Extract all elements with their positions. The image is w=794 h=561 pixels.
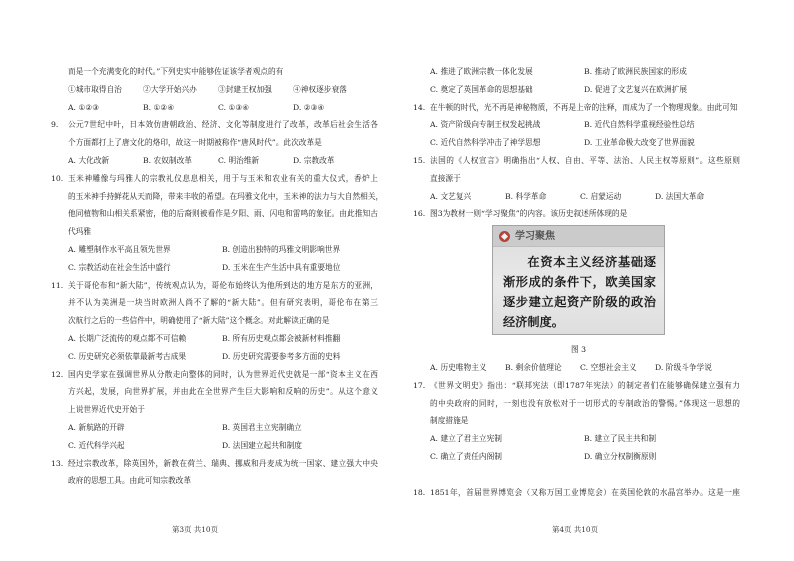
answer-option: C. 确立了责任内阁制 — [430, 452, 502, 462]
figure-text-line: 逐步建立起资产阶级的政治 — [503, 295, 656, 310]
answer-option: D. 阶级斗争学说 — [655, 363, 712, 373]
answer-option: C. 历史研究必须依靠最新考古成果 — [68, 351, 187, 361]
answer-option: D. 宗教改革 — [293, 156, 335, 166]
figure-header — [493, 226, 664, 247]
page-footer: 第3页 共10页 — [171, 525, 219, 534]
answer-option: A. 长期广泛流传的观点都不可信赖 — [68, 334, 187, 344]
page-footer: 第4页 共10页 — [551, 525, 599, 534]
question-text-line: 的中央政府的同时，一刻也没有放松对于一切形式的专制政治的警惕。”体现这一思想的 — [430, 398, 740, 408]
question-14 — [413, 99, 740, 152]
answer-options — [430, 116, 740, 134]
answer-options — [430, 81, 740, 99]
question-text-line: 上说世界近代史开始于 — [68, 405, 145, 415]
question-text-line: 玉米神雕像与玛雅人的宗教礼仪息息相关，用于与玉米和农业有关的重大仪式，香炉上 — [68, 173, 378, 183]
figure-3 — [430, 225, 740, 359]
answer-option: D. 促进了文艺复兴在欧洲扩展 — [584, 84, 688, 94]
question-text-line: 法国的《人权宣言》明确指出“人权、自由、平等、法治、人民主权等原则”。这些原则 — [430, 156, 740, 166]
question-text-line: 代玛雅 — [68, 227, 92, 237]
answer-options — [68, 437, 378, 455]
answer-option: B. 创造出独特的玛雅文明影响世界 — [222, 245, 341, 255]
question-text-line: 个方面都打上了唐文化的烙印，故这一时期被称作“唐风时代”。此次改革是 — [68, 138, 322, 148]
answer-option: A. 资产阶级向专制王权发起挑战 — [430, 120, 541, 130]
answer-option: B. 英国君主立宪制确立 — [222, 423, 302, 433]
answer-option: D. 历史研究需要参考多方面的史料 — [222, 351, 341, 361]
question-number: 10. — [51, 173, 64, 183]
question-text-line: 而是一个充满变化的时代。”下列史实中能够佐证该学者观点的有 — [68, 67, 284, 77]
answer-options — [68, 330, 378, 348]
question-text-line: 政府的思想工具。由此可知宗教改革 — [68, 476, 192, 486]
statement-list — [68, 81, 378, 99]
question-17 — [413, 377, 740, 466]
answer-option: A. 历史唯物主义 — [430, 363, 487, 373]
question-11 — [51, 277, 378, 366]
page-3-content — [51, 63, 384, 490]
question-text-line: 直接源于 — [430, 173, 461, 183]
question-number: 16. — [413, 209, 426, 219]
answer-option: A. 新航路的开辟 — [68, 423, 125, 433]
question-text-line: 公元7世纪中叶，日本效仿唐朝政治、经济、文化等制度进行了改革，改革后社会生活各 — [68, 120, 378, 130]
answer-option: A. 推进了欧洲宗教一体化发展 — [430, 67, 533, 77]
figure-header-title: 学习聚焦 — [515, 231, 555, 243]
answer-options — [430, 359, 740, 377]
answer-option: A. 文艺复兴 — [430, 191, 472, 201]
answer-option: B. 农奴制改革 — [143, 156, 192, 166]
question-13 — [51, 455, 378, 491]
answer-options — [68, 241, 378, 259]
answer-option: D. 工业革命极大改变了世界面貌 — [584, 138, 695, 148]
answer-option: D. 确立分权制衡原则 — [584, 452, 657, 462]
question-number: 18. — [413, 487, 426, 497]
answer-options — [68, 99, 378, 117]
answer-option: D. 玉米在生产生活中具有重要地位 — [222, 262, 341, 272]
question-number: 12. — [51, 369, 64, 379]
answer-options — [68, 419, 378, 437]
question-text-line: 《世界文明史》指出：“联邦宪法（即1787年宪法）的制定者们在能够确保建立强有力 — [430, 380, 740, 390]
question-number: 9. — [51, 120, 59, 130]
answer-option: D. ②③④ — [293, 102, 325, 112]
question-9 — [51, 116, 378, 169]
figure-body — [493, 247, 664, 332]
question-15 — [413, 152, 740, 205]
answer-option: A. 建立了君主立宪制 — [430, 434, 502, 444]
answer-option: C. 启蒙运动 — [580, 191, 622, 201]
figure-caption: 图 3 — [570, 345, 587, 355]
question-text-line: 并不认为美洲是一块当时欧洲人尚不了解的“新大陆”。但有研究表明，哥伦布在第三 — [68, 298, 378, 308]
statement-item: ②大学开始兴办 — [143, 84, 197, 94]
answer-options — [430, 448, 740, 466]
question-text-line: 方兴起，发展，向世界扩展，并由此在全世界产生巨大影响和反响的历史”。从这个意义 — [68, 387, 378, 397]
statement-item: ④神权逐步衰落 — [293, 84, 347, 94]
figure-text-line: 渐形成的条件下，欧美国家 — [503, 275, 656, 290]
question-text-line: 次航行之后的一些信件中，明确使用了“新大陆”这个概念。对此解读正确的是 — [68, 316, 330, 326]
answer-option: A. 雕塑制作水平高且领先世界 — [68, 245, 171, 255]
answer-option: B. 剩余价值理论 — [505, 363, 562, 373]
question-text-line: 在牛顿的时代，光不再是神秘物质，不再是上帝的注释，而成为了一个物理现象。由此可知 — [430, 102, 738, 112]
figure-text-line: 在资本主义经济基础逐 — [527, 255, 656, 270]
answer-options — [68, 259, 378, 277]
question-text-line: 图3为教材一则“学习聚焦”的内容。该历史叙述所体现的是 — [430, 209, 628, 219]
learning-focus-icon — [499, 231, 510, 242]
question-text-line: 的玉米神手持鲜花从天而降，带来丰收的希望。在玛雅文化中，玉米神的法力与大自然相关， — [68, 191, 384, 201]
question-number: 14. — [413, 102, 426, 112]
answer-option: C. 近代科学兴起 — [68, 440, 125, 450]
answer-options — [430, 430, 740, 448]
page-4-content — [413, 63, 740, 501]
question-number: 11. — [51, 280, 64, 290]
question-text-line: 国内史学家在强调世界从分散走向整体的同时，认为世界近代史就是一部“资本主义在西 — [68, 369, 378, 379]
answer-option: C. ①③④ — [218, 102, 250, 112]
question-text-line: 经过宗教改革，除英国外，新教在荷兰、瑞典、挪威和丹麦成为统一国家、建立强大中央 — [68, 458, 378, 468]
question-number: 13. — [51, 458, 64, 468]
answer-option: C. 明治维新 — [218, 156, 260, 166]
answer-options — [68, 152, 378, 170]
statement-item: ①城市取得自治 — [68, 84, 122, 94]
question-text-line: 他同植物和山相关系紧密，他的后裔则被看作是夕阳、雨、闪电和雷鸣的象征。由此推知古 — [68, 209, 378, 219]
answer-option: C. 空想社会主义 — [580, 363, 637, 373]
question-number: 15. — [413, 156, 426, 166]
question-text-line: 1851年，首届世界博览会（又称万国工业博览会）在英国伦敦的水晶宫举办。这是一座 — [430, 487, 740, 497]
answer-option: B. 科学革命 — [505, 191, 547, 201]
question-text-line: 关于哥伦布和“新大陆”，传统观点认为，哥伦布始终认为他所到达的地方是东方的亚洲， — [68, 280, 378, 290]
answer-option: C. 近代自然科学冲击了神学思想 — [430, 138, 541, 148]
figure-text-line: 经济制度。 — [503, 315, 564, 330]
answer-option: B. 近代自然科学重视经验性总结 — [584, 120, 695, 130]
answer-option: D. 法国建立起共和制度 — [222, 440, 302, 450]
question-text-line: 制度措施是 — [430, 416, 469, 426]
answer-option: C. 奠定了英国革命的思想基础 — [430, 84, 533, 94]
answer-option: C. 宗教活动在社会生活中盛行 — [68, 262, 171, 272]
question-number: 17. — [413, 380, 426, 390]
question-12 — [51, 366, 378, 455]
statement-item: ③封建王权加强 — [218, 84, 272, 94]
question-13-options — [430, 63, 740, 99]
answer-options — [430, 188, 740, 206]
answer-option: D. 法国大革命 — [655, 191, 705, 201]
answer-options — [430, 63, 740, 81]
answer-option: B. 推动了欧洲民族国家的形成 — [584, 67, 687, 77]
answer-option: B. ①②④ — [143, 102, 175, 112]
answer-option: B. 所有历史观点都会被新材料推翻 — [222, 334, 341, 344]
question-16 — [413, 205, 740, 376]
answer-options — [68, 348, 378, 366]
question-8-continued — [68, 63, 378, 116]
answer-option: A. 大化改新 — [68, 156, 110, 166]
answer-option: B. 建立了民主共和制 — [584, 434, 657, 444]
answer-options — [430, 134, 740, 152]
answer-option: A. ①②③ — [68, 102, 100, 112]
learning-focus-box — [492, 225, 665, 335]
spacer — [430, 466, 740, 484]
question-10 — [51, 170, 384, 277]
question-18 — [413, 484, 740, 502]
